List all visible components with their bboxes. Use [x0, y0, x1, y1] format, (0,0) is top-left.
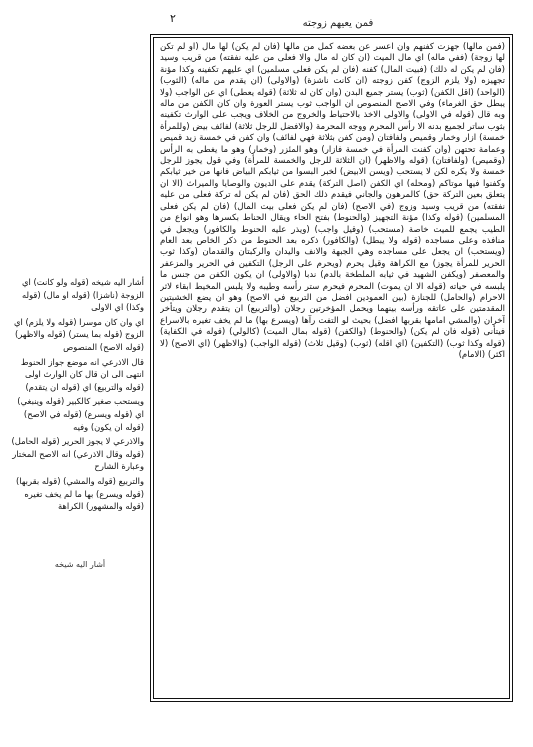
margin-note: والاذرعي لا يجوز الحرير (قوله الحامل) (قوله وقال الاذرعي) انه الاصح المختار وعبارة الشارح [11, 436, 144, 472]
margin-signature: أشار اليه شيخه [54, 560, 106, 569]
margin-note: أشار اليه شيخه (قوله ولو كانت) اي الزوجة (ناشزا) (قوله او مال) (قوله وكذا) اي الاولى [21, 277, 144, 313]
main-paragraph: (فمن مالها) جهزت كفنهم وان اعسر عن بعضه كمل من مالها (فان لم يكن) لها مال (او لم تكن لها زوجة) (ففي ماله) اي مال الميت (ان كان له مال والا فعلى من عليه نفقته) من قريب وسيد (فان لم يكن له ذلك) (فبيت المال) كفنه (فان لم يكن فعلى مسلمين) اي عليهم تكفينه وكذا مؤنة تجهيزه (ولا يلزم الزوج) كفن زوجته (ان كانت ناشزة) (والاولى) (ان يقدم من ماله) (الثوب) (الواحد) (اقل الكفن) (ثوب) يستر جميع البدن (وان كان له ثلاثة) (قوله يعطى) اي عن الواجب (ولا يبطل حق الغرماء) وفي الاصح المنصوص ان الواجب ثوب يستر العورة وان كان الكفن من ماله وبه قال (قوله في الاولى) والاولى الاخذ بالاحتياط والخروج من الخلاف ويجب على الوارث تكفينه بثوب ساتر لجميع بدنه الا رأس المحرم ووجه المحرمة (والافضل للرجل ثلاثة) لفائف بيض (وللمرأة خمسة) ازار وخمار وقميص ولفافتان (ومن كفن بثلاثة فهي لفائف) وان كفن في خمسة زيد قميص وعمامة تحتهن (وان كفنت المرأة في خمسة فازار) وهو المئزر (وخمار) وهو ما يغطى به الرأس (وقميص) (ولفافتان) (قوله والاظهر) (ان الثلاثة للرجل والخمسة للمرأة) وفي قول يجوز للرجل خمسة ولا يكره لكن لا يستحب (ويسن الابيض) لخبر البسوا من ثيابكم البياض فانها من خير ثيابكم وكفنوا فيها موتاكم (ومحله) اي الكفن (اصل التركة) يقدم على الديون والوصايا والميراث (الا ان يتعلق بعين التركة حق) كالمرهون والجاني فيقدم ذلك الحق (فان لم يكن له تركة فعلى من عليه نفقته) من قريب وسيد وزوج (في الاصح) (فان لم يكن فعلى بيت المال) (فان لم يكن فعلى المسلمين) (قوله وكذا) مؤنة التجهيز (والحنوط) بفتح الحاء ويقال الحناط بكسرها وهو انواع من الطيب يجمع للميت خاصة (مستحب) (وقيل واجب) (ويذر عليه الحنوط والكافور) ويجعل في منافذه وعلى مساجده (قوله ولا يبطل) (والكافور) ذكره بعد الحنوط من ذكر الخاص بعد العام (ويستحب) ان يجعل على مساجده وهي الجبهة والانف واليدان والركبتان والقدمان (وكذا ثوب الحرير للمرأة يجوز) مع الكراهة وقيل يحرم (ويحرم على الرجل) التكفين في الحرير والمزعفر والمعصفر (ويكفن الشهيد في ثيابه الملطخة بالدم) ندبا (والاولى) ان يكون الكفن من جنس ما يلبسه في حياته (قوله الا ان يموت) المحرم فيحرم ستر رأسه وطيبه ولا يلبس المخيط ابقاء لاثر الاحرام (والحامل) للجنازة (بين العمودين افضل من التربيع في الاصح) وهو ان يضع الخشبتين المقدمتين على عاتقه ورأسه بينهما ويحمل المؤخرتين رجلان (والتربيع) ان يتقدم رجلان ويتأخر آخران (والمشي امامها بقربها افضل) بحيث لو التفت رآها (ويسرع بها) ما لم يخف تغيره بالاسراع فيتأنى (قوله فان لم يكن) (والحنوط) (والكفن) (قوله بمال الميت) (كالولي) (قوله في الكفاية) (قوله وكذا ثوب) (التكفين) (اي اقله) (ثوب) (وقيل ثلاث) (قوله الواجب) (والاظهر) (اي الاصح) (لا اكثر) (الامام) [160, 42, 505, 360]
margin-commentary [6, 276, 144, 556]
margin-note: قال الاذرعي انه موضع جواز الحنوط انتهى الى ان قال كان الوارث اولى (قوله والتربيع) اي (قوله ان يتقدم) [20, 356, 144, 392]
margin-note: والتربيع (قوله والمشي) (قوله بقربها) (قوله ويسرع) بها ما لم يخف تغيره (قوله والمشهور) الكراهة [16, 475, 144, 512]
margin-note: اي وان كان موسرا (قوله ولا يلزم) اي الزوج (قوله بما يستر) (قوله والاظهر) (قوله الاصح) المنصوص [13, 316, 144, 352]
page-number: ٢ [170, 12, 176, 25]
margin-note: ويستحب صغير كالكبير (قوله وينبغي) اي (قوله ويسرع) (قوله في الاصح) (قوله ان يكون) وفيه [17, 396, 144, 432]
running-header: فمن يعيهم زوجته [302, 18, 374, 29]
main-text-block [160, 42, 505, 694]
